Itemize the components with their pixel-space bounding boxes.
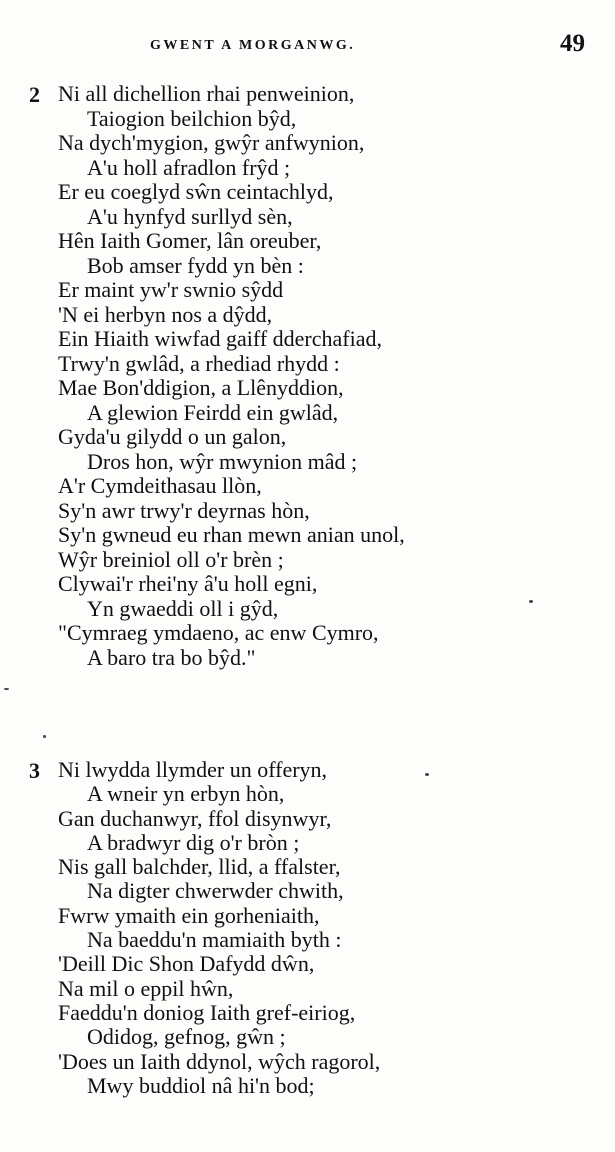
verse-line: Odidog, gefnog, gŵn ;	[87, 1024, 286, 1050]
verse-line: Sy'n awr trwy'r deyrnas hòn,	[58, 497, 310, 523]
verse-line: Trwy'n gwlâd, a rhediad rhydd :	[58, 350, 340, 376]
print-speck	[529, 600, 533, 603]
print-speck	[4, 688, 9, 690]
verse-line: A wneir yn erbyn hòn,	[87, 781, 285, 807]
verse-line: 'N ei herbyn nos a dŷdd,	[58, 301, 273, 327]
verse-line: "Cymraeg ymdaeno, ac enw Cymro,	[58, 620, 379, 645]
verse-line: Na dych'mygion, gwŷr anfwynion,	[58, 130, 365, 155]
verse-line: Mwy buddiol nâ hi'n bod;	[87, 1072, 315, 1098]
stanza-3	[0, 758, 615, 1098]
verse-line: Sy'n gwneud eu rhan mewn anian unol,	[58, 522, 405, 547]
verse-line: Mae Bon'ddigion, a Llênyddion,	[58, 375, 344, 400]
verse-line: Ein Hiaith wiwfad gaiff dderchafiad,	[58, 326, 382, 351]
verse-line: 'Deill Dic Shon Dafydd dŵn,	[58, 951, 315, 977]
page-number: 49	[560, 30, 585, 57]
running-title: GWENT A MORGANWG.	[150, 38, 356, 53]
verse-line: Nis gall balchder, llid, a ffalster,	[58, 854, 341, 880]
verse-line: A baro tra bo bŷd."	[87, 644, 256, 670]
verse-line: Er eu coeglyd sŵn ceintachlyd,	[58, 179, 334, 204]
verse-line: Wŷr breiniol oll o'r brèn ;	[58, 546, 284, 572]
verse-line: Na digter chwerwder chwith,	[87, 878, 344, 904]
page-header	[0, 30, 615, 62]
print-speck	[425, 773, 429, 776]
stanza-number: 2	[29, 82, 40, 107]
verse-line: Na mil o eppil hŵn,	[58, 975, 234, 1001]
stanza-number: 3	[29, 758, 40, 783]
verse-line: Ni all dichellion rhai penweinion,	[58, 81, 355, 106]
stanza-2	[0, 82, 615, 670]
verse-line: Taiogion beilchion bŷd,	[87, 105, 297, 131]
verse-line: Hên Iaith Gomer, lân oreuber,	[58, 228, 322, 253]
verse-line: A bradwyr dig o'r bròn ;	[87, 829, 300, 855]
verse-line: A'r Cymdeithasau llòn,	[58, 473, 262, 498]
verse-line: Faeddu'n doniog Iaith gref-eiriog,	[58, 999, 356, 1025]
verse-line: 'Does un Iaith ddynol, wŷch ragorol,	[58, 1048, 381, 1074]
verse-line: Na baeddu'n mamiaith byth :	[87, 927, 342, 953]
verse-line: Clywai'r rhei'ny â'u holl egni,	[58, 571, 318, 596]
verse-line: Gan duchanwyr, ffol disynwyr,	[58, 805, 332, 831]
verse-line: Bob amser fydd yn bèn :	[87, 252, 304, 278]
verse-line: Fwrw ymaith ein gorheniaith,	[58, 902, 320, 928]
verse-line: Ni lwydda llymder un offeryn,	[58, 757, 328, 782]
verse-line: A glewion Feirdd ein gwlâd,	[87, 399, 339, 425]
verse-line: Er maint yw'r swnio sŷdd	[58, 277, 284, 302]
verse-line: A'u holl afradlon frŷd ;	[87, 154, 291, 180]
verse-line: Yn gwaeddi oll i gŷd,	[87, 595, 279, 621]
verse-line: A'u hynfyd surllyd sèn,	[87, 203, 293, 229]
print-speck	[43, 735, 46, 738]
verse-line: Dros hon, wŷr mwynion mâd ;	[87, 448, 358, 474]
verse-line: Gyda'u gilydd o un galon,	[58, 424, 287, 449]
